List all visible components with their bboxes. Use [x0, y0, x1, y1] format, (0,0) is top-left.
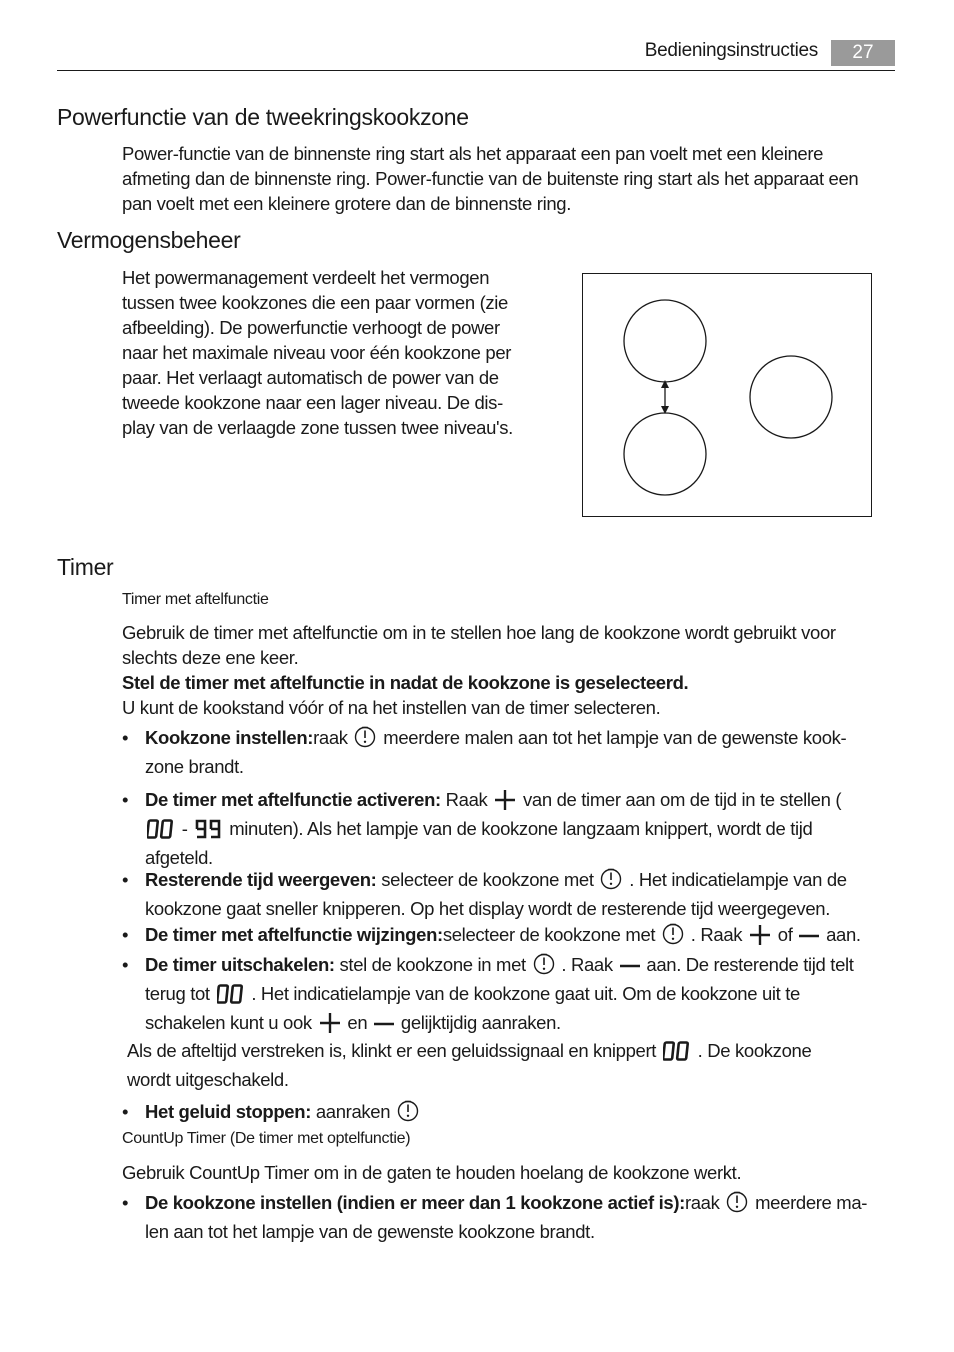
bullet-text: stel de kookzone in met [339, 954, 526, 975]
list-item-countup-instellen [122, 1190, 894, 1244]
bullet-term: Resterende tijd weergeven: [145, 869, 377, 890]
zone-right [750, 356, 832, 438]
running-header-title: Bedieningsinstructies [644, 40, 818, 61]
list-item-geluid-stoppen [122, 1099, 894, 1128]
cooking-zones-svg [583, 274, 873, 518]
bullet-text: . Het indicatielampje van de [629, 869, 847, 890]
display-00-glyph [147, 819, 175, 845]
bullet-dot: • [122, 924, 129, 945]
vermogen-line: tussen twee kookzones die een paar vormen (zie [122, 292, 508, 313]
bullet-term: De kookzone instellen (indien er meer dan 1 kookzone actief is): [145, 1192, 685, 1213]
bullet-text: aanraken [315, 1101, 391, 1122]
plus-icon [319, 1013, 341, 1039]
bullet-text: kookzone gaat sneller knipperen. Op het display wordt de resterende tijd weergegeven. [145, 898, 830, 919]
subheading-countup: CountUp Timer (De timer met optelfunctie) [122, 1130, 411, 1147]
bullet-text: aan. [826, 924, 861, 945]
cooking-zones-diagram [582, 273, 872, 517]
bullet-text: - [181, 818, 188, 839]
bullet-text: aan. De resterende tijd telt [646, 954, 854, 975]
alarm-text: wordt uitgeschakeld. [127, 1069, 289, 1090]
display-00-glyph [217, 984, 245, 1010]
bullet-text: raak [313, 727, 348, 748]
bullet-text: raak [684, 1192, 720, 1213]
bullet-dot: • [122, 954, 129, 975]
bullet-text: selecteer de kookzone met [442, 924, 656, 945]
section-title-vermogensbeheer: Vermogensbeheer [57, 227, 241, 253]
bullet-text: selecteer de kookzone met [381, 869, 594, 890]
bullet-text: Raak [445, 789, 488, 810]
bullet-dot: • [122, 789, 129, 810]
plus-icon [749, 925, 771, 951]
alarm-text: . De kookzone [697, 1040, 812, 1061]
power-paragraph: Power-functie van de binnenste ring start als het apparaat een pan voelt met een kleinere afmeting dan de binnenste ring. Power-functie van de buitenste ring start als het apparaat een pan voelt met een kleinere grotere dan de binnenste ring. [122, 143, 859, 214]
bullet-text: van de timer aan om de tijd in te stellen ( [523, 789, 842, 810]
bullet-term: Het geluid stoppen: [145, 1101, 312, 1122]
timer-icon [533, 953, 555, 981]
bullet-term: Kookzone instellen: [145, 727, 314, 748]
bullet-text: en [347, 1012, 368, 1033]
bullet-text: . Raak [690, 924, 743, 945]
vermogen-line: tweede kookzone naar een lager niveau. De dis- [122, 392, 503, 413]
display-00-glyph [663, 1041, 691, 1067]
minus-icon [799, 925, 819, 951]
bullet-text: minuten). Als het lampje van de kookzone langzaam knippert, wordt de tijd [229, 818, 813, 839]
bullet-text: len aan tot het lampje van de gewenste kookzone brandt. [145, 1221, 595, 1242]
pair-arrow-head-up [661, 380, 669, 388]
bullet-text: meerdere malen aan tot het lampje van de gewenste kook- [383, 727, 847, 748]
bullet-text: meerdere ma- [755, 1192, 868, 1213]
bullet-dot: • [122, 1192, 129, 1213]
list-item-timer-activeren [122, 787, 894, 870]
list-item-resterende-tijd [122, 867, 894, 921]
timer-bold-note: Stel de timer met aftelfunctie in nadat de kookzone is geselecteerd. [122, 672, 689, 693]
vermogen-line: Het powermanagement verdeelt het vermogen [122, 267, 490, 288]
timer-note: U kunt de kookstand vóór of na het instellen van de timer selecteren. [122, 697, 661, 718]
countup-intro: Gebruik CountUp Timer om in de gaten te houden hoelang de kookzone werkt. [122, 1162, 742, 1183]
timer-icon [726, 1191, 748, 1219]
subheading-countdown: Timer met aftelfunctie [122, 591, 269, 608]
bullet-text: zone brandt. [145, 756, 244, 777]
bullet-text: terug tot [145, 983, 210, 1004]
zone-top-left [624, 300, 706, 382]
bullet-text: schakelen kunt u ook [145, 1012, 312, 1033]
minus-icon [620, 955, 640, 981]
list-item-kookzone-instellen [122, 725, 894, 779]
alarm-paragraph [127, 1038, 897, 1092]
bullet-dot: • [122, 727, 129, 748]
timer-icon [600, 868, 622, 896]
vermogen-line: paar. Het verlaagt automatisch de power van de [122, 367, 499, 388]
list-item-timer-wijzigen [122, 922, 894, 951]
bullet-term: De timer uitschakelen: [145, 954, 335, 975]
bullet-text: afgeteld. [145, 847, 213, 868]
timer-intro: Gebruik de timer met aftelfunctie om in te stellen hoe lang de kookzone wordt gebruikt voor slechts deze ene keer. [122, 622, 836, 668]
bullet-term: De timer met aftelfunctie wijzingen: [145, 924, 443, 945]
bullet-term: De timer met aftelfunctie activeren: [145, 789, 441, 810]
plus-icon [494, 790, 516, 816]
bullet-dot: • [122, 869, 129, 890]
timer-icon [397, 1100, 419, 1128]
timer-icon [662, 923, 684, 951]
list-item-timer-uitschakelen [122, 952, 894, 1039]
section-title-power: Powerfunctie van de tweekringskookzone [57, 104, 469, 130]
page-number: 27 [831, 40, 895, 66]
section-title-timer: Timer [57, 554, 114, 580]
vermogen-line: naar het maximale niveau voor één kookzone per [122, 342, 512, 363]
bullet-text: . Raak [561, 954, 613, 975]
minus-icon [374, 1013, 394, 1039]
zone-bottom-left [624, 413, 706, 495]
header-divider [57, 70, 895, 71]
vermogen-line: afbeelding). De powerfunctie verhoogt de power [122, 317, 500, 338]
vermogensbeheer-paragraph [122, 265, 562, 440]
bullet-text: . Het indicatielampje van de kookzone gaat uit. Om de kookzone uit te [251, 983, 800, 1004]
bullet-text: of [777, 924, 793, 945]
timer-icon [354, 726, 376, 754]
bullet-text: gelijktijdig aanraken. [400, 1012, 561, 1033]
display-99-glyph [194, 819, 222, 845]
alarm-text: Als de afteltijd verstreken is, klinkt er een geluidssignaal en knippert [127, 1040, 657, 1061]
vermogen-line: play van de verlaagde zone tussen twee niveau's. [122, 417, 513, 438]
bullet-dot: • [122, 1101, 129, 1122]
